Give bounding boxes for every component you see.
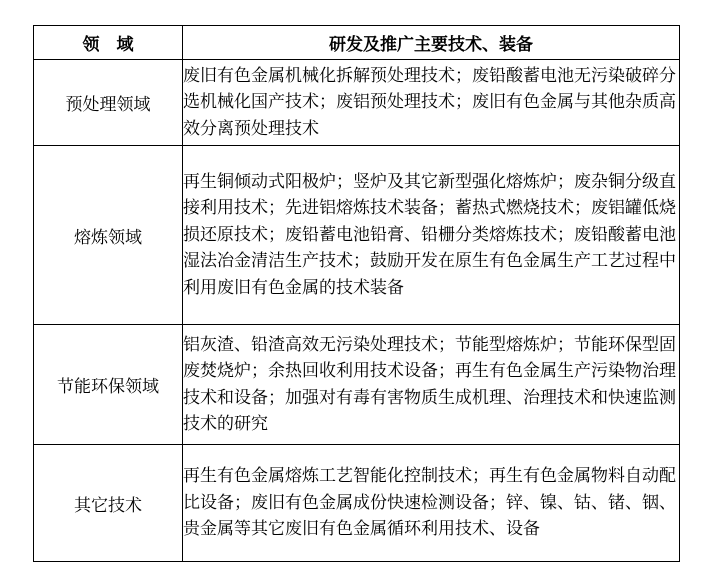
table-row-energy-saving [34,325,680,445]
domain-cell: 节能环保领域 [34,325,183,445]
technologies-cell: 铝灰渣、铅渣高效无污染处理技术；节能型熔炼炉；节能环保型固废焚烧炉；余热回收利用技术设备；再生有色金属生产污染物治理技术和设备；加强对有毒有害物质生成机理、治理技术和快速监测技术的研究 [183,325,680,445]
domain-cell: 预处理领域 [34,60,183,146]
table-row-other [34,445,680,562]
technologies-cell: 废旧有色金属机械化拆解预处理技术；废铅酸蓄电池无污染破碎分选机械化国产技术；废铝预处理技术；废旧有色金属与其他杂质高效分离预处理技术 [183,60,680,146]
domain-cell: 其它技术 [34,445,183,562]
technology-table [33,25,680,562]
table-row-preprocessing [34,60,680,146]
table-header-row [34,26,680,60]
header-technologies: 研发及推广主要技术、装备 [183,26,680,60]
header-domain: 领 域 [34,26,183,60]
domain-cell: 熔炼领域 [34,146,183,325]
technologies-cell: 再生有色金属熔炼工艺智能化控制技术；再生有色金属物料自动配比设备；废旧有色金属成份快速检测设备；锌、镍、钴、锗、铟、贵金属等其它废旧有色金属循环利用技术、设备 [183,445,680,562]
table-row-smelting [34,146,680,325]
technologies-cell: 再生铜倾动式阳极炉；竖炉及其它新型强化熔炼炉；废杂铜分级直接利用技术；先进铝熔炼技术装备；蓄热式燃烧技术；废铝罐低烧损还原技术；废铅蓄电池铅膏、铅栅分类熔炼技术；废铅酸蓄电池湿法冶金清洁生产技术；鼓励开发在原生有色金属生产工艺过程中利用废旧有色金属的技术装备 [183,146,680,325]
